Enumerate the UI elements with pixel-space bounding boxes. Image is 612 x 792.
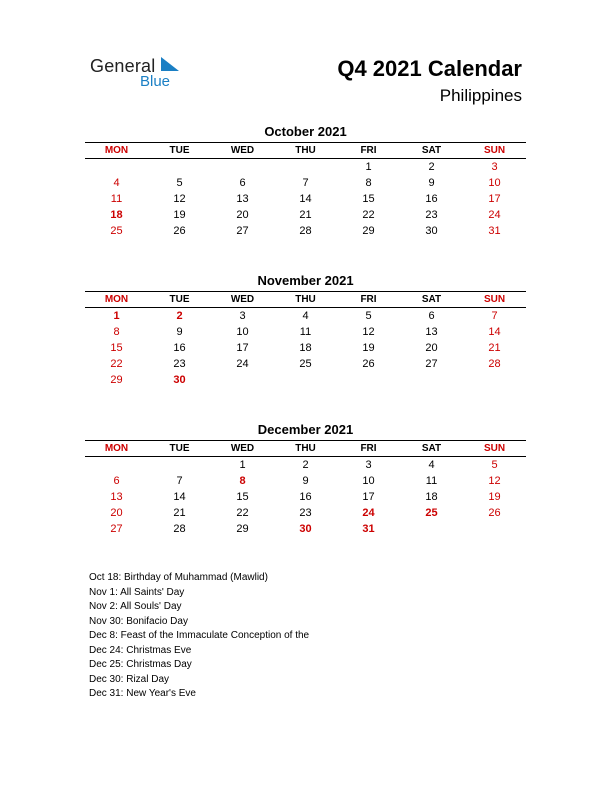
weekday-header: WED — [211, 441, 274, 457]
day-cell: 25 — [110, 225, 123, 237]
month-december — [85, 422, 526, 537]
day-cell: 17 — [362, 491, 375, 503]
weekday-header: SAT — [400, 441, 463, 457]
day-cell: 2 — [302, 459, 309, 471]
logo-flag-icon — [161, 57, 179, 71]
empty-day-cell — [400, 372, 463, 388]
weekday-header-row — [85, 292, 526, 308]
day-cell: 11 — [299, 326, 312, 338]
weekday-header: FRI — [337, 292, 400, 308]
holiday-item: Dec 8: Feast of the Immaculate Conception of the — [89, 630, 310, 641]
day-cell: 9 — [176, 326, 183, 338]
day-cell: 20 — [236, 209, 249, 221]
day-cell: 12 — [362, 326, 375, 338]
day-cell: 15 — [362, 193, 375, 205]
day-cell: 30 — [299, 523, 312, 535]
day-cell: 14 — [299, 193, 312, 205]
week-row — [85, 175, 526, 191]
weekday-header: SAT — [400, 143, 463, 159]
day-cell: 10 — [362, 475, 375, 487]
empty-day-cell — [337, 372, 400, 388]
empty-day-cell — [148, 457, 211, 473]
day-cell: 6 — [239, 177, 246, 189]
day-cell: 13 — [236, 193, 249, 205]
day-cell: 22 — [110, 358, 123, 370]
day-cell: 29 — [236, 523, 249, 535]
weekday-header: SAT — [400, 292, 463, 308]
empty-day-cell — [274, 159, 337, 175]
day-cell: 5 — [176, 177, 183, 189]
month-title: November 2021 — [257, 273, 354, 288]
day-cell: 2 — [176, 310, 183, 322]
holiday-item: Nov 30: Bonifacio Day — [89, 615, 188, 627]
weekday-header: TUE — [148, 441, 211, 457]
week-row — [85, 223, 526, 239]
empty-day-cell — [463, 521, 526, 537]
day-cell: 5 — [491, 459, 498, 471]
day-cell: 24 — [362, 507, 375, 519]
day-cell: 19 — [488, 491, 501, 503]
weekday-header: FRI — [337, 143, 400, 159]
holiday-item: Dec 24: Christmas Eve — [89, 644, 192, 656]
day-cell: 31 — [488, 225, 501, 237]
day-cell: 21 — [299, 209, 312, 221]
month-title: December 2021 — [257, 422, 354, 437]
day-cell: 16 — [425, 193, 438, 205]
week-row — [85, 489, 526, 505]
day-cell: 12 — [488, 475, 501, 487]
logo-text-blue: Blue — [140, 73, 171, 90]
day-cell: 17 — [236, 342, 249, 354]
week-row — [85, 356, 526, 372]
day-cell: 10 — [236, 326, 249, 338]
day-cell: 29 — [110, 374, 123, 386]
day-cell: 3 — [239, 310, 246, 322]
day-cell: 28 — [299, 225, 312, 237]
day-cell: 4 — [113, 177, 120, 189]
day-cell: 10 — [488, 177, 501, 189]
holiday-list — [89, 571, 509, 702]
empty-day-cell — [463, 372, 526, 388]
day-cell: 4 — [428, 459, 435, 471]
week-row — [85, 340, 526, 356]
day-cell: 7 — [491, 310, 498, 322]
day-cell: 8 — [239, 475, 246, 487]
month-october — [85, 124, 526, 239]
day-cell: 30 — [173, 374, 186, 386]
weekday-header-row — [85, 143, 526, 159]
month-grid — [85, 440, 526, 537]
week-row — [85, 505, 526, 521]
day-cell: 25 — [425, 507, 438, 519]
day-cell: 5 — [365, 310, 372, 322]
day-cell: 17 — [488, 193, 501, 205]
day-cell: 26 — [488, 507, 501, 519]
holiday-item: Dec 25: Christmas Day — [89, 659, 192, 670]
day-cell: 19 — [362, 342, 375, 354]
day-cell: 26 — [173, 225, 186, 237]
weekday-header: MON — [85, 143, 148, 159]
weekday-header: WED — [211, 143, 274, 159]
weekday-header: SUN — [463, 292, 526, 308]
empty-day-cell — [211, 372, 274, 388]
week-row — [85, 191, 526, 207]
day-cell: 6 — [428, 310, 435, 322]
day-cell: 6 — [113, 475, 120, 487]
weekday-header: MON — [85, 292, 148, 308]
week-row — [85, 372, 526, 388]
day-cell: 12 — [173, 193, 186, 205]
day-cell: 2 — [428, 161, 435, 173]
day-cell: 31 — [362, 523, 375, 535]
week-row — [85, 308, 526, 324]
day-cell: 28 — [488, 358, 501, 370]
week-row — [85, 473, 526, 489]
day-cell: 3 — [491, 161, 498, 173]
day-cell: 30 — [425, 225, 438, 237]
day-cell: 22 — [236, 507, 249, 519]
empty-day-cell — [400, 521, 463, 537]
day-cell: 4 — [302, 310, 309, 322]
day-cell: 1 — [365, 161, 372, 173]
empty-day-cell — [85, 457, 148, 473]
empty-day-cell — [211, 159, 274, 175]
day-cell: 24 — [236, 358, 249, 370]
weekday-header: THU — [274, 441, 337, 457]
day-cell: 28 — [173, 523, 186, 535]
weekday-header: THU — [274, 292, 337, 308]
day-cell: 9 — [428, 177, 435, 189]
page-subtitle: Philippines — [439, 86, 522, 105]
day-cell: 14 — [173, 491, 186, 503]
weekday-header: WED — [211, 292, 274, 308]
day-cell: 23 — [173, 358, 186, 370]
day-cell: 3 — [365, 459, 372, 471]
weekday-header: TUE — [148, 143, 211, 159]
week-row — [85, 324, 526, 340]
holiday-item: Oct 18: Birthday of Muhammad (Mawlid) — [89, 572, 268, 583]
day-cell: 22 — [362, 209, 375, 221]
holiday-item: Dec 31: New Year's Eve — [89, 688, 196, 699]
day-cell: 27 — [110, 523, 123, 535]
weekday-header: THU — [274, 143, 337, 159]
day-cell: 18 — [299, 342, 312, 354]
day-cell: 29 — [362, 225, 375, 237]
weekday-header: TUE — [148, 292, 211, 308]
day-cell: 8 — [365, 177, 372, 189]
month-grid — [85, 142, 526, 239]
day-cell: 9 — [302, 475, 309, 487]
logo-text-general: General — [90, 56, 156, 76]
week-row — [85, 207, 526, 223]
weekday-header: SUN — [463, 441, 526, 457]
empty-day-cell — [274, 372, 337, 388]
day-cell: 23 — [425, 209, 438, 221]
day-cell: 27 — [236, 225, 249, 237]
day-cell: 25 — [299, 358, 312, 370]
day-cell: 18 — [110, 209, 123, 221]
day-cell: 16 — [299, 491, 312, 503]
day-cell: 26 — [362, 358, 375, 370]
week-row — [85, 521, 526, 537]
day-cell: 21 — [488, 342, 501, 354]
day-cell: 7 — [176, 475, 183, 487]
weekday-header: FRI — [337, 441, 400, 457]
day-cell: 23 — [299, 507, 312, 519]
day-cell: 20 — [425, 342, 438, 354]
day-cell: 1 — [113, 310, 120, 322]
empty-day-cell — [85, 159, 148, 175]
month-november — [85, 273, 526, 388]
holiday-item: Dec 30: Rizal Day — [89, 673, 170, 685]
holiday-item: Nov 1: All Saints' Day — [89, 586, 185, 598]
day-cell: 20 — [110, 507, 123, 519]
day-cell: 8 — [113, 326, 120, 338]
day-cell: 21 — [173, 507, 186, 519]
day-cell: 13 — [110, 491, 123, 503]
week-row — [85, 457, 526, 473]
day-cell: 19 — [173, 209, 186, 221]
day-cell: 13 — [425, 326, 438, 338]
day-cell: 24 — [488, 209, 501, 221]
day-cell: 16 — [173, 342, 186, 354]
weekday-header: MON — [85, 441, 148, 457]
day-cell: 7 — [302, 177, 309, 189]
day-cell: 11 — [425, 475, 438, 487]
weekday-header-row — [85, 441, 526, 457]
generalblue-logo — [90, 56, 200, 96]
day-cell: 15 — [110, 342, 123, 354]
month-grid — [85, 291, 526, 388]
weekday-header: SUN — [463, 143, 526, 159]
holiday-item: Nov 2: All Souls' Day — [89, 601, 182, 612]
page-title: Q4 2021 Calendar — [337, 56, 522, 81]
month-title: October 2021 — [264, 124, 347, 139]
week-row — [85, 159, 526, 175]
day-cell: 27 — [425, 358, 438, 370]
empty-day-cell — [148, 159, 211, 175]
day-cell: 18 — [425, 491, 438, 503]
day-cell: 1 — [239, 459, 246, 471]
day-cell: 11 — [110, 193, 123, 205]
day-cell: 15 — [236, 491, 249, 503]
day-cell: 14 — [488, 326, 501, 338]
